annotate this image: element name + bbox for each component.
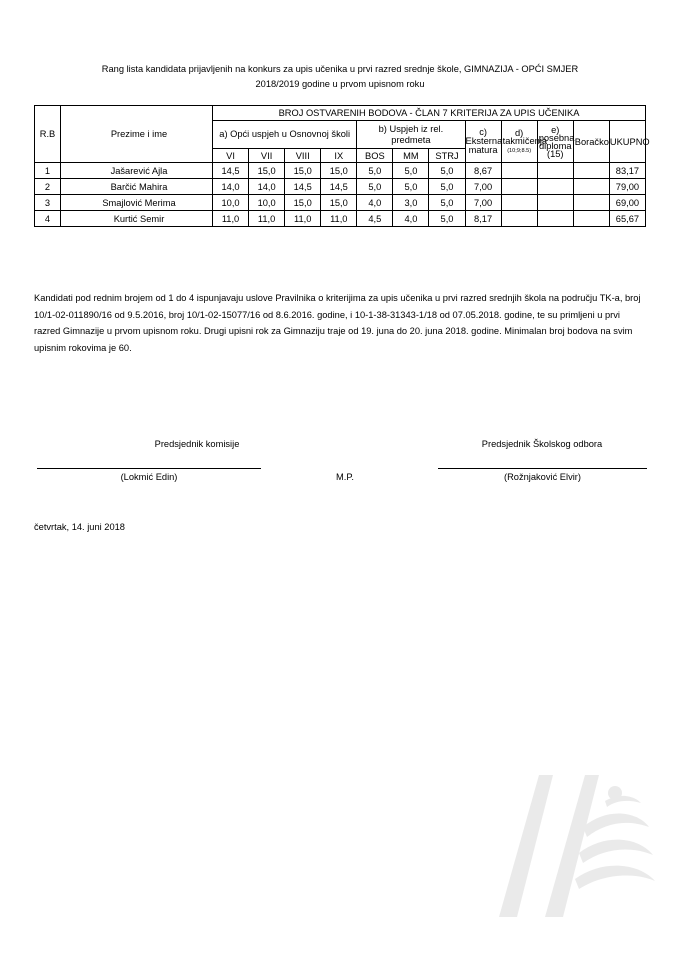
cell-mm: 4,0 <box>393 211 429 227</box>
rank-table <box>34 105 650 227</box>
cell-bos: 5,0 <box>357 163 393 179</box>
cell-vii: 15,0 <box>249 163 285 179</box>
header-group-e-label: e) posebna diploma <box>538 124 575 151</box>
cell-diploma <box>537 211 573 227</box>
header-grade-vi: VI <box>213 149 249 163</box>
cell-ix: 14,5 <box>321 179 357 195</box>
cell-vi: 11,0 <box>213 211 249 227</box>
header-grade-vii: VII <box>249 149 285 163</box>
cell-matura: 8,17 <box>465 211 501 227</box>
watermark-logo-icon <box>487 767 657 932</box>
cell-vii: 10,0 <box>249 195 285 211</box>
cell-name: Kurtić Semir <box>61 211 213 227</box>
header-total: UKUPNO <box>609 121 645 163</box>
rank-table-container <box>34 105 650 227</box>
cell-ix: 15,0 <box>321 195 357 211</box>
cell-total: 79,00 <box>609 179 645 195</box>
cell-bos: 5,0 <box>357 179 393 195</box>
cell-takmicenja <box>501 163 537 179</box>
cell-name: Barčić Mahira <box>61 179 213 195</box>
header-grade-viii: VIII <box>285 149 321 163</box>
header-group-f: Boračko <box>573 121 609 163</box>
cell-matura: 7,00 <box>465 195 501 211</box>
cell-takmicenja <box>501 179 537 195</box>
cell-boracko <box>573 163 609 179</box>
signature-right-name: (Rožnjaković Elvir) <box>504 472 581 482</box>
cell-takmicenja <box>501 195 537 211</box>
cell-rb: 1 <box>35 163 61 179</box>
cell-matura: 8,67 <box>465 163 501 179</box>
cell-strj: 5,0 <box>429 163 465 179</box>
cell-total: 83,17 <box>609 163 645 179</box>
cell-total: 69,00 <box>609 195 645 211</box>
header-grade-ix: IX <box>321 149 357 163</box>
cell-strj: 5,0 <box>429 179 465 195</box>
cell-strj: 5,0 <box>429 195 465 211</box>
cell-vi: 10,0 <box>213 195 249 211</box>
cell-boracko <box>573 179 609 195</box>
header-group-d <box>501 121 548 163</box>
cell-ix: 11,0 <box>321 211 357 227</box>
header-group-d-label: d) takmičenja <box>502 127 548 146</box>
cell-mm: 5,0 <box>393 179 429 195</box>
cell-strj: 5,0 <box>429 211 465 227</box>
header-subject-bos: BOS <box>357 149 393 163</box>
header-row-groups <box>35 106 646 121</box>
cell-viii: 15,0 <box>285 163 321 179</box>
header-group-d-sub: (10;9;8.5) <box>507 147 532 154</box>
signature-right-title: Predsjednik Školskog odbora <box>481 439 603 449</box>
header-group-e <box>537 121 573 163</box>
cell-vii: 11,0 <box>249 211 285 227</box>
header-group-a: a) Opći uspjeh u Osnovnoj školi <box>213 121 357 149</box>
cell-name: Jašarević Ajla <box>61 163 213 179</box>
cell-viii: 11,0 <box>285 211 321 227</box>
cell-takmicenja <box>501 211 537 227</box>
cell-boracko <box>573 195 609 211</box>
body-paragraph: Kandidati pod rednim brojem od 1 do 4 ispunjavaju uslove Pravilnika o kriterijima za upis učenika u prvi razred srednjih škola na području TK-a, broj 10/1-02-011890/16 od 9.5.2016, broj 10/1-02-15077/16 od 8.6.2016. godine, i 10-1-38-31343-1/18 od 07.05.2018. godine, te su primljeni u prvi razred Gimnazije u prvom upisnom roku. Drugi upisni rok za Gimnaziju traje od 19. juna do 20. juna 2018. godine. Minimalan broj bodova na svim upisnim rokovima je 60. <box>34 293 641 353</box>
cell-rb: 3 <box>35 195 61 211</box>
document-title <box>34 62 646 92</box>
table-row <box>35 163 646 179</box>
cell-diploma <box>537 163 573 179</box>
signature-left-name: (Lokmić Edin) <box>120 472 178 482</box>
title-line-2: 2018/2019 godine u prvom upisnom roku <box>255 79 425 89</box>
cell-diploma <box>537 195 573 211</box>
header-group-c: c) Eksterna matura <box>465 121 501 163</box>
table-body <box>35 163 646 227</box>
cell-viii: 15,0 <box>285 195 321 211</box>
cell-mm: 3,0 <box>393 195 429 211</box>
cell-rb: 2 <box>35 179 61 195</box>
cell-vi: 14,5 <box>213 163 249 179</box>
header-name: Prezime i ime <box>61 106 213 163</box>
cell-bos: 4,5 <box>357 211 393 227</box>
cell-vii: 14,0 <box>249 179 285 195</box>
cell-bos: 4,0 <box>357 195 393 211</box>
cell-mm: 5,0 <box>393 163 429 179</box>
cell-ix: 15,0 <box>321 163 357 179</box>
table-head <box>35 106 650 163</box>
signature-left-title: Predsjednik komisije <box>154 439 240 449</box>
cell-matura: 7,00 <box>465 179 501 195</box>
document-date: četvrtak, 14. juni 2018 <box>34 522 125 532</box>
signature-line-right <box>438 468 647 469</box>
header-group-e-sub: (15) <box>546 148 564 159</box>
cell-name: Smajlović Merima <box>61 195 213 211</box>
cell-diploma <box>537 179 573 195</box>
cell-boracko <box>573 211 609 227</box>
title-line-1: Rang lista kandidata prijavljenih na konkurs za upis učenika u prvi razred srednje škole, GIMNAZIJA - OPĆI SMJER <box>101 64 579 74</box>
stamp-placeholder: M.P. <box>336 472 354 482</box>
header-group-b: b) Uspjeh iz rel. predmeta <box>357 121 465 149</box>
signature-line-left <box>37 468 261 469</box>
header-rb: R.B <box>35 106 61 163</box>
header-subject-mm: MM <box>393 149 429 163</box>
cell-rb: 4 <box>35 211 61 227</box>
header-subject-strj: STRJ <box>429 149 465 163</box>
cell-viii: 14,5 <box>285 179 321 195</box>
table-row <box>35 195 646 211</box>
header-points-group: BROJ OSTVARENIH BODOVA - ČLAN 7 KRITERIJA ZA UPIS UČENIKA <box>213 106 646 121</box>
table-row <box>35 179 646 195</box>
cell-vi: 14,0 <box>213 179 249 195</box>
table-row <box>35 211 646 227</box>
cell-total: 65,67 <box>609 211 645 227</box>
